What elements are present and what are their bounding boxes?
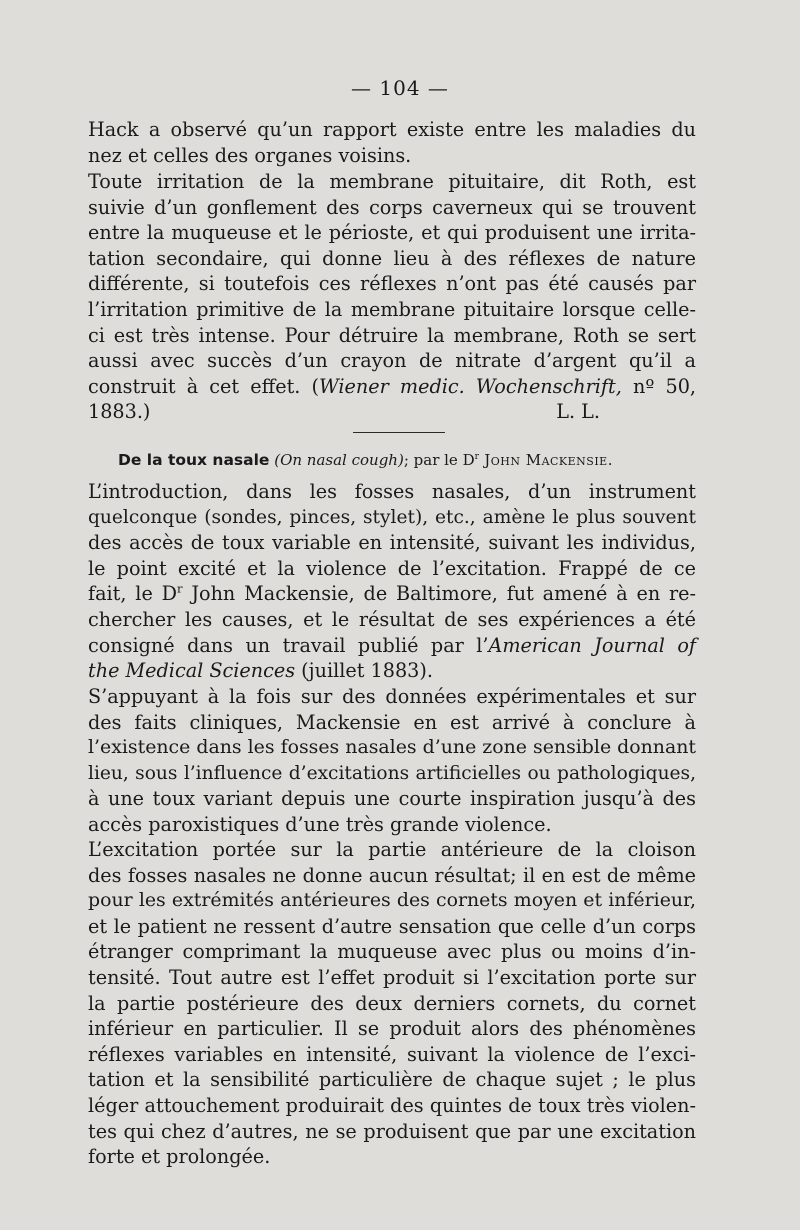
- journal-title: the Medical Sciences: [88, 659, 296, 683]
- text-line: suivie d’un gonflement des corps caverneux qui se trouvent: [88, 195, 696, 219]
- text-line: réflexes variables en intensité, suivant la violence de l’exci-: [88, 1042, 696, 1066]
- paragraph-roth: [88, 169, 696, 425]
- paragraph-excitation: [88, 837, 696, 1170]
- journal-title: American Journal of: [488, 633, 696, 657]
- section-divider: [353, 432, 445, 433]
- paragraph-introduction: [88, 479, 696, 684]
- text-line: ci est très intense. Pour détruire la membrane, Roth se sert: [88, 323, 696, 347]
- text-line: et le patient ne ressent d’autre sensation que celle d’un corps: [88, 914, 696, 938]
- text-line: forte et prolongée.: [88, 1145, 271, 1169]
- article-heading: De la toux nasale (On nasal cough); par le $D^r$ John Mackensie.: [118, 451, 613, 469]
- paragraph-zone-sensible: [88, 684, 696, 838]
- text-line: construit à cet effet. (Wiener medic. Wochenschrift, nº 50,: [88, 374, 697, 398]
- text-line: tation secondaire, qui donne lieu à des réflexes de nature: [88, 246, 696, 270]
- text-line: nez et celles des organes voisins.: [88, 143, 412, 167]
- text-line: accès paroxistiques d’une très grande violence.: [88, 812, 552, 836]
- text-line: the Medical Sciences (juillet 1883).: [88, 659, 433, 683]
- text-line: tensité. Tout autre est l’effet produit si l’excitation porte sur: [88, 965, 696, 989]
- text-line: Toute irritation de la membrane pituitaire, dit Roth, est: [88, 170, 696, 193]
- text-line: léger attouchement produirait des quintes de toux très violen-: [88, 1093, 696, 1117]
- text-line: pour les extrémités antérieures des cornets moyen et inférieur,: [88, 889, 696, 912]
- text-line: L’introduction, dans les fosses nasales, d’un instrument: [88, 480, 696, 503]
- text-line: l’irritation primitive de la membrane pituitaire lorsque celle-: [88, 297, 696, 321]
- text-line: des fosses nasales ne donne aucun résultat; il en est de même: [88, 863, 696, 887]
- text-line: l’existence dans les fosses nasales d’une zone sensible donnant: [88, 736, 696, 759]
- text-line: Hack a observé qu’un rapport existe entre les maladies du: [88, 118, 696, 141]
- text-line: quelconque (sondes, pinces, stylet), etc., amène le plus souvent: [88, 506, 696, 528]
- text-line: tes qui chez d’autres, ne se produisent que par une excitation: [88, 1119, 696, 1143]
- text-line: entre la muqueuse et le périoste, et qui produisent une irrita-: [88, 221, 696, 245]
- text-line: le point excité et la violence de l’excitation. Frappé de ce: [88, 556, 696, 580]
- text-line: inférieur en particulier. Il se produit alors des phénomènes: [88, 1017, 696, 1041]
- text-line: à une toux variant depuis une courte inspiration jusqu’à des: [88, 787, 696, 811]
- article-author: John Mackensie.: [478, 451, 613, 469]
- text-line: L’excitation portée sur la partie antérieure de la cloison: [88, 838, 696, 861]
- text-line: consigné dans un travail publié par l’American Journal of: [88, 633, 696, 657]
- text-line: différente, si toutefois ces réflexes n’ont pas été causés par: [88, 272, 696, 296]
- original-title: (On nasal cough): [274, 451, 404, 469]
- text-line: étranger comprimant la muqueuse avec plus ou moins d’in-: [88, 940, 696, 964]
- text-line: tation et la sensibilité particulière de chaque sujet ; le plus: [88, 1068, 696, 1092]
- text-line: la partie postérieure des deux derniers cornets, du cornet: [88, 991, 696, 1015]
- text-line: aussi avec succès d’un crayon de nitrate d’argent qu’il a: [88, 349, 696, 373]
- journal-title: Wiener medic. Wochenschrift,: [319, 374, 622, 398]
- article-title: De la toux nasale: [118, 451, 270, 469]
- text-line: lieu, sous l’influence d’excitations artificielles ou pathologiques,: [88, 762, 696, 784]
- author-signature: L. L.: [556, 400, 600, 424]
- page-number: — 104 —: [351, 76, 449, 100]
- text-line: fait, le $D^r$ John Mackensie, de Baltimore, fut amené à en re-: [88, 581, 696, 606]
- paragraph-hack: [88, 117, 696, 168]
- text-line: chercher les causes, et le résultat de ses expériences a été: [88, 607, 696, 631]
- text-line: des faits cliniques, Mackensie en est arrivé à conclure à: [88, 710, 696, 734]
- text-line: S’appuyant à la fois sur des données expérimentales et sur: [88, 685, 696, 708]
- text-line: des accès de toux variable en intensité, suivant les individus,: [88, 531, 696, 555]
- year-text: 1883.): [88, 400, 151, 424]
- text-line-signature: [88, 399, 696, 425]
